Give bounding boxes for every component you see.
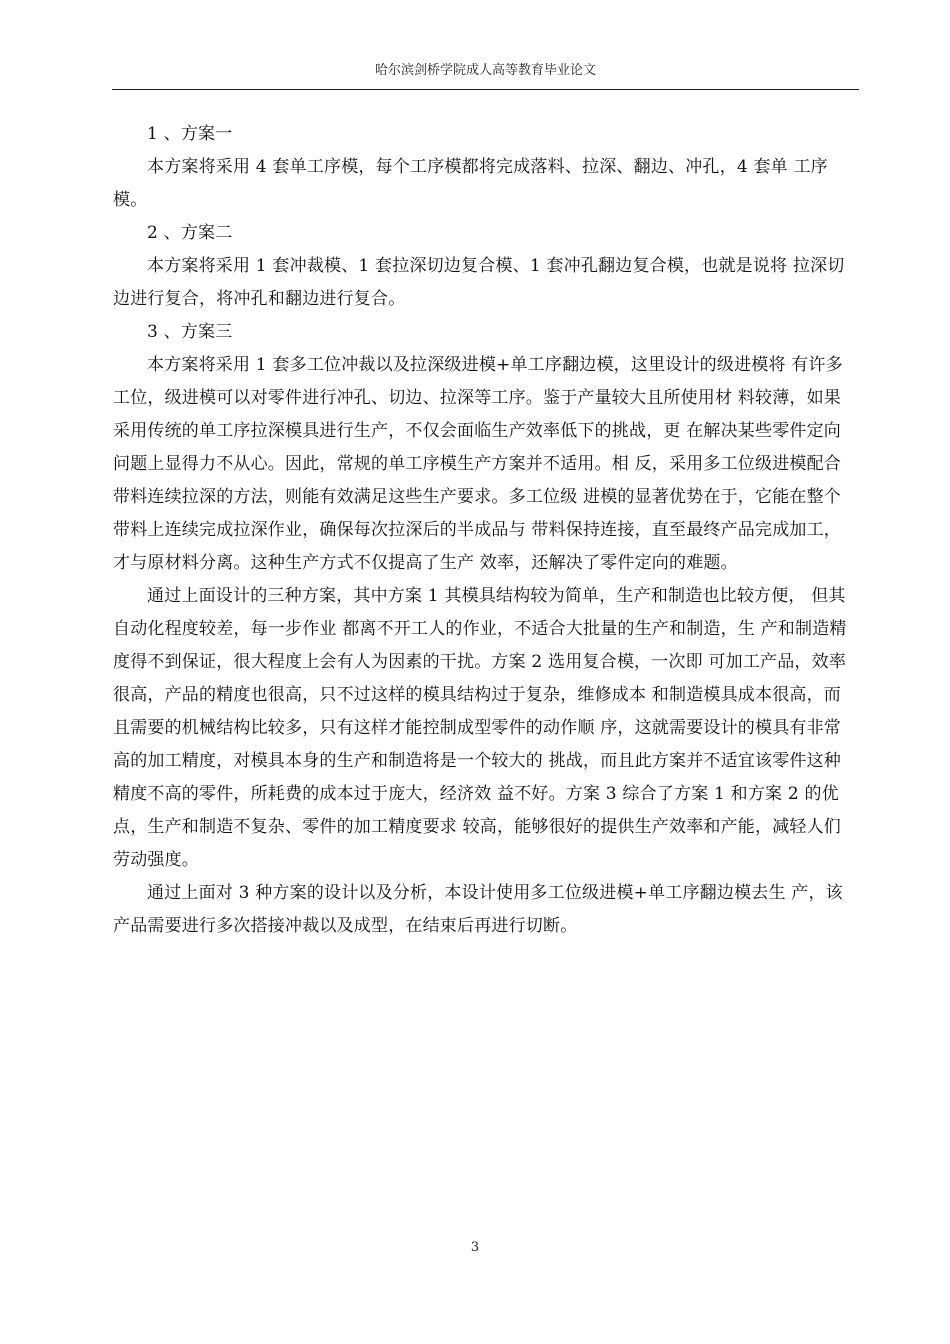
scheme-3-heading: 3 、方案三 <box>147 322 233 342</box>
scheme-1-paragraph: 本方案将采用 4 套单工序模，每个工序模都将完成落料、拉深、翻边、冲孔，4 套单 工序模。 <box>113 157 828 210</box>
scheme-2-paragraph: 本方案将采用 1 套冲裁模、1 套拉深切边复合模、1 套冲孔翻边复合模，也就是说将 拉深切边进行复合，将冲孔和翻边进行复合。 <box>113 256 845 309</box>
page-header <box>112 62 859 80</box>
comparison-paragraph: 通过上面设计的三种方案，其中方案 1 其模具结构较为简单，生产和制造也比较方便， 但其自动化程度较差，每一步作业 都离不开工人的作业，不适合大批量的生产和制造，生 产和制造精度得不到保证，很大程度上会有人为因素的干扰。方案 2 选用复合模，一次即 可加工产品，效率很高，产品的精度也很高，只不过这样的模具结构过于复杂，维修成本 和制造模具成本很高，而且需要的机械结构比较多，只有这样才能控制成型零件的动作顺 序，这就需要设计的模具有非常高的加工精度，对模具本身的生产和制造将是一个较大的 挑战，而且此方案并不适宜该零件这种精度不高的零件，所耗费的成本过于庞大，经济效 益不好。方案 3 综合了方案 1 和方案 2 的优点，生产和制造不复杂、零件的加工精度要求 较高，能够很好的提供生产效率和产能，减轻人们劳动强度。 <box>113 586 847 870</box>
document-body <box>113 118 853 943</box>
scheme-1-heading: 1 、方案一 <box>147 124 233 144</box>
conclusion-paragraph: 通过上面对 3 种方案的设计以及分析，本设计使用多工位级进模+单工序翻边模去生 产，该产品需要进行多次搭接冲裁以及成型，在结束后再进行切断。 <box>113 883 843 936</box>
page-number: 3 <box>470 1240 480 1255</box>
scheme-3-paragraph: 本方案将采用 1 套多工位冲裁以及拉深级进模+单工序翻边模，这里设计的级进模将 有许多工位，级进模可以对零件进行冲孔、切边、拉深等工序。鉴于产量较大且所使用材 料较薄，如果采用传统的单工序拉深模具进行生产，不仅会面临生产效率低下的挑战，更 在解决某些零件定向问题上显得力不从心。因此，常规的单工序模生产方案并不适用。相 反，采用多工位级进模配合带料连续拉深的方法，则能有效满足这些生产要求。多工位级 进模的显著优势在于，它能在整个带料上连续完成拉深作业，确保每次拉深后的半成品与 带料保持连接，直至最终产品完成加工，才与原材料分离。这种生产方式不仅提高了生产 效率，还解决了零件定向的难题。 <box>113 355 843 573</box>
header-divider <box>112 89 859 90</box>
scheme-2-heading: 2 、方案二 <box>147 223 233 243</box>
header-title: 哈尔滨剑桥学院成人高等教育毕业论文 <box>374 63 596 78</box>
